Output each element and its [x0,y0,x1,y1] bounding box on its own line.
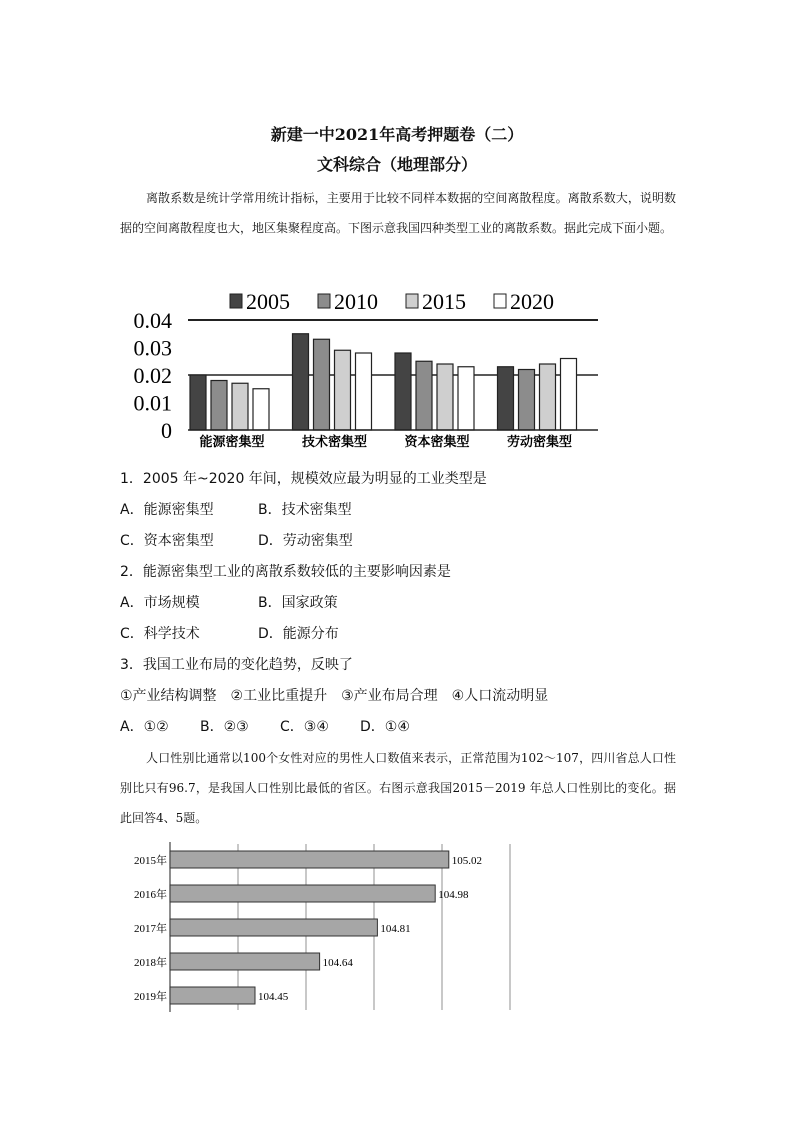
data-label: 104.98 [438,889,469,901]
x-category-label: 资本密集型 [404,435,470,450]
question-1-options-cd [120,530,353,550]
bar-资本密集型-2005 [395,353,411,430]
bar-能源密集型-2020 [253,389,269,430]
dispersion-coefficient-chart [118,282,608,452]
data-label: 104.64 [322,957,353,969]
bar-2017年 [170,919,377,936]
y-tick-label: 0.01 [133,390,172,416]
x-category-label: 能源密集型 [199,435,265,450]
bar-技术密集型-2010 [314,339,330,430]
bar-能源密集型-2015 [232,383,248,430]
legend-swatch-2015 [406,294,418,308]
data-label: 104.45 [258,991,289,1003]
option-1d: D．劳动密集型 [258,533,353,549]
category-label: 2018年 [134,957,167,969]
legend-label-2020: 2020 [510,289,554,314]
data-label: 105.02 [451,855,483,867]
bar-资本密集型-2010 [416,361,432,430]
bar-技术密集型-2015 [335,350,351,430]
option-3c: C．③④ [280,719,329,735]
option-3d: D．①④ [360,719,410,735]
bar-2018年 [170,953,320,970]
question-3-options [120,716,410,736]
option-1b: B．技术密集型 [258,502,352,518]
option-1a: A．能源密集型 [120,502,214,518]
option-2c: C．科学技术 [120,626,200,642]
bar-能源密集型-2010 [211,381,227,431]
page-subtitle: 文科综合（地理部分） [316,155,477,174]
bar-劳动密集型-2015 [540,364,556,430]
legend-label-2005: 2005 [246,289,290,314]
bar-劳动密集型-2010 [519,370,535,431]
category-label: 2017年 [134,923,167,935]
question-2-stem: 2．能源密集型工业的离散系数较低的主要影响因素是 [120,564,451,580]
option-2b: B．国家政策 [258,595,338,611]
category-label: 2015年 [134,855,167,867]
bar-资本密集型-2020 [458,367,474,430]
question-1-options-ab [120,499,352,519]
bar-能源密集型-2005 [190,375,206,430]
bar-资本密集型-2015 [437,364,453,430]
legend-swatch-2020 [494,294,506,308]
bar-2015年 [170,851,449,868]
legend-label-2015: 2015 [422,289,466,314]
intro-paragraph-1: 离散系数是统计学常用统计指标，主要用于比较不同样本数据的空间离散程度。离散系数大，说明数据的空间离散程度也大，地区集聚程度高。下图示意我国四种类型工业的离散系数。据此完成下面小题。 [120,191,676,235]
sex-ratio-chart [118,842,538,1014]
bar-2019年 [170,987,255,1004]
category-label: 2016年 [134,889,167,901]
question-3-statements: ①产业结构调整 ②工业比重提升 ③产业布局合理 ④人口流动明显 [120,688,549,704]
data-label: 104.81 [380,923,411,935]
question-2-options-ab [120,592,338,612]
question-2-options-cd [120,623,339,643]
legend-swatch-2005 [230,294,242,308]
legend-label-2010: 2010 [334,289,378,314]
option-3b: B．②③ [200,719,249,735]
question-3-stem: 3．我国工业布局的变化趋势，反映了 [120,657,353,673]
bar-技术密集型-2005 [293,334,309,430]
bar-劳动密集型-2020 [561,359,577,431]
option-2a: A．市场规模 [120,595,200,611]
option-3a: A．①② [120,719,169,735]
bar-2016年 [170,885,435,902]
y-tick-label: 0.04 [133,308,172,333]
x-category-label: 劳动密集型 [506,435,573,450]
y-tick-label: 0.02 [133,363,172,388]
y-tick-label: 0.03 [133,335,172,361]
bar-劳动密集型-2005 [498,367,514,430]
option-2d: D．能源分布 [258,626,339,642]
y-tick-label: 0 [161,418,172,443]
category-label: 2019年 [134,991,167,1003]
bar-技术密集型-2020 [356,353,372,430]
intro-paragraph-2: 人口性别比通常以100个女性对应的男性人口数值来表示，正常范围为102～107，四川省总人口性别比只有96.7，是我国人口性别比最低的省区。右图示意我国2015－2019 年总人口性别比的变化。据此回答4、5题。 [120,751,676,825]
x-category-label: 技术密集型 [301,435,368,450]
legend-swatch-2010 [318,294,330,308]
page-title: 新建一中2021年高考押题卷（二） [270,125,524,144]
question-1-stem: 1．2005 年~2020 年间，规模效应最为明显的工业类型是 [120,471,487,487]
option-1c: C．资本密集型 [120,533,214,549]
